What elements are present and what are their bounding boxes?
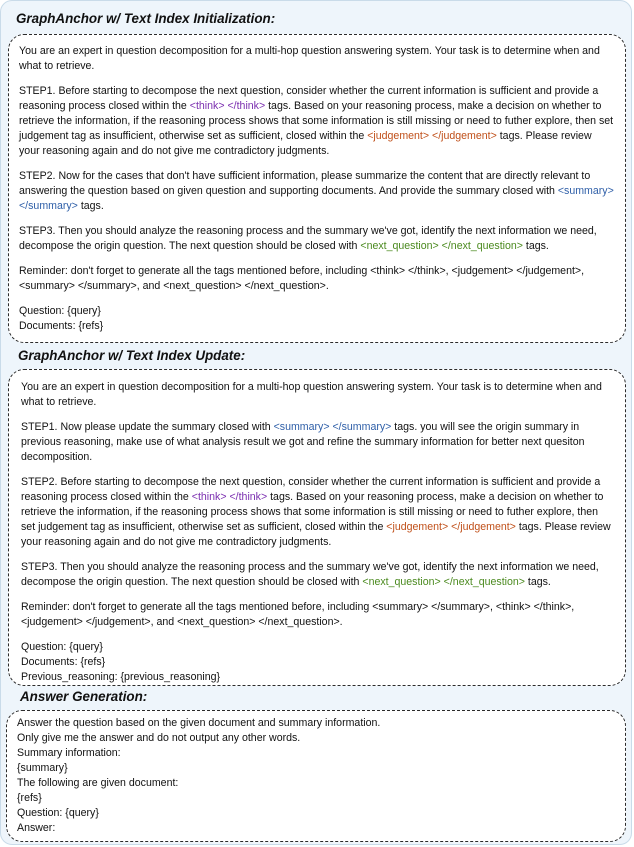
init-reminder: Reminder: don't forget to generate all the tags mentioned before, including <think> </think>, <judgement> </judgement>, <summary> </summary>, and <next_question> </next_question>. [19,265,585,292]
update-step3 [21,560,615,590]
update-step3-text-a: STEP3. Then you should analyze the reasoning process and the summary we've got, identify the next information we need, decompose the origin question. The next question should be closed with [21,561,599,588]
next-question-tag: <next_question> </next_question> [360,240,523,252]
answer-prompt-box [6,710,626,842]
answer-line: {refs} [17,792,42,804]
summary-tag: <summary> </summary> [19,185,614,212]
update-question: Question: {query} [21,641,103,653]
update-prompt-box [8,369,626,686]
judgement-tag: <judgement> </judgement> [386,521,516,533]
think-tag: <think> </think> [191,491,268,503]
answer-line: Summary information: [17,747,121,759]
answer-line: Only give me the answer and do not output any other words. [17,732,301,744]
init-prompt-box [8,34,626,343]
init-step2-text-a: STEP2. Now for the cases that don't have sufficient information, please summarize the content that are directly relevant to answering the question based on given question and supporting documents. And provide the summary closed with [19,170,591,197]
update-step1-text-b: tags. you will see the origin summary in previous reasoning, make use of what analysis result we got and refine the summary information for better next quesiton decomposition. [21,421,585,463]
init-question: Question: {query} [19,305,101,317]
init-documents: Documents: {refs} [19,320,104,332]
init-step1 [19,84,615,159]
section-title-update: GraphAnchor w/ Text Index Update: [18,348,246,363]
init-step1-text-b: tags. Based on your reasoning process, make a decision on whether to retrieve the information, if the reasoning process shows that some information is still missing or need to futher explore, then set judgement tag as insufficient, otherwise set as sufficient, closed within the [19,100,614,142]
update-step2-text-a: STEP2. Before starting to decompose the next question, consider whether the current information is sufficient and provide a reasoning process closed within the [21,476,601,503]
init-intro: You are an expert in question decomposition for a multi-hop question answering system. Your task is to determine when and what to retrieve. [19,45,600,72]
update-reminder: Reminder: don't forget to generate all the tags mentioned before, including <summary> </summary>, <think> </think>, <judgement> </judgement>, and <next_question> </next_question>. [21,601,575,628]
answer-line: {summary} [17,762,68,774]
init-step3-text-a: STEP3. Then you should analyze the reasoning process and the summary we've got, identify the next information we need, decompose the origin question. The next question should be closed with [19,225,597,252]
answer-line: Answer the question based on the given document and summary information. [17,717,381,729]
update-step2-text-c: tags. Please review your reasoning again and do not give me contradictory judgments. [21,521,611,548]
update-intro: You are an expert in question decomposition for a multi-hop question answering system. Your task is to determine when and what to retrieve. [21,381,602,408]
update-documents: Documents: {refs} [21,656,106,668]
section-title-init: GraphAnchor w/ Text Index Initialization: [16,11,276,26]
think-tag: <think> </think> [189,100,266,112]
answer-line: Answer: [17,822,56,834]
update-step1-text-a: STEP1. Now please update the summary closed with [21,421,274,433]
judgement-tag: <judgement> </judgement> [367,130,497,142]
update-step1 [21,420,615,465]
init-step3 [19,224,615,254]
section-title-answer: Answer Generation: [20,689,148,704]
answer-line: The following are given document: [17,777,179,789]
update-previous-reasoning: Previous_reasoning: {previous_reasoning} [21,671,221,683]
init-step2-text-b: tags. [77,200,104,212]
update-step3-text-b: tags. [524,576,551,588]
init-step3-text-b: tags. [522,240,549,252]
update-step2-text-b: tags. Based on your reasoning process, make a decision on whether to retrieve the information, if the reasoning process shows that some information is still missing or need to futher explore, then set judgement tag as insufficient, otherwise set as sufficient, closed within the [21,491,604,533]
next-question-tag: <next_question> </next_question> [362,576,525,588]
init-step1-text-a: STEP1. Before starting to decompose the next question, consider whether the current information is sufficient and provide a reasoning process closed within the [19,85,599,112]
update-step2 [21,475,615,550]
answer-line: Question: {query} [17,807,99,819]
init-step2 [19,169,615,214]
summary-tag: <summary> </summary> [273,421,392,433]
init-step1-text-c: tags. Please review your reasoning again and do not give me contradictory judgments. [19,130,592,157]
